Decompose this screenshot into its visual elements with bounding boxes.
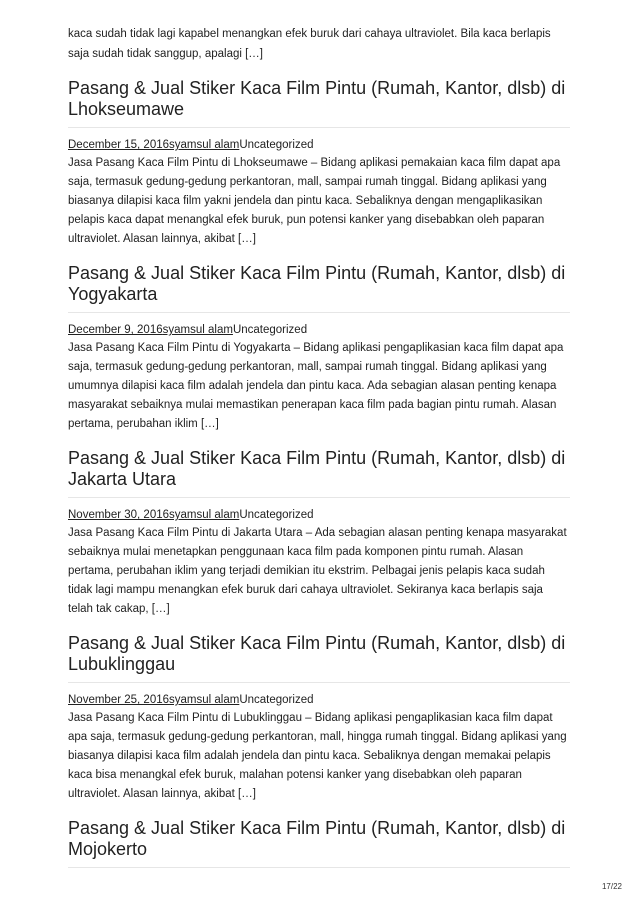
post-item xyxy=(68,263,570,434)
post-title[interactable]: Pasang & Jual Stiker Kaca Film Pintu (Rumah, Kantor, dlsb) di Lubuklinggau xyxy=(68,633,570,683)
post-author-link[interactable]: syamsul alam xyxy=(169,509,240,521)
post-date-link[interactable]: December 15, 2016 xyxy=(68,139,170,151)
post-category: Uncategorized xyxy=(239,509,314,521)
post-author-link[interactable]: syamsul alam xyxy=(169,139,240,151)
post-meta xyxy=(68,322,570,338)
page-number: 17/22 xyxy=(601,882,622,891)
post-date-link[interactable]: November 25, 2016 xyxy=(68,694,170,706)
post-title[interactable]: Pasang & Jual Stiker Kaca Film Pintu (Rumah, Kantor, dlsb) di Yogyakarta xyxy=(68,263,570,313)
post-category: Uncategorized xyxy=(239,694,314,706)
intro-excerpt: kaca sudah tidak lagi kapabel menangkan efek buruk dari cahaya ultraviolet. Bila kaca berlapis saja sudah tidak sanggup, apalagi […] xyxy=(68,28,551,60)
post-author-link[interactable]: syamsul alam xyxy=(169,694,240,706)
post-author-link[interactable]: syamsul alam xyxy=(162,324,233,336)
post-excerpt: Jasa Pasang Kaca Film Pintu di Yogyakarta – Bidang aplikasi pengaplikasian kaca film dapat apa saja, termasuk gedung-gedung perkantoran, mall, sampai rumah tinggal. Bidang aplikasi yang umumnya dilapisi kaca film adalah jendela dan pintu kaca. Ada sebagian alasan penting kenapa masyarakat sebaiknya mulai memastikan penerapan kaca film pada bagian pintu rumah. Alasan pertama, perubahan iklim […] xyxy=(68,342,564,430)
post-meta xyxy=(68,692,570,708)
post-item xyxy=(68,633,570,804)
post-item xyxy=(68,448,570,619)
document-page xyxy=(68,24,570,877)
post-item xyxy=(68,818,570,868)
post-excerpt: Jasa Pasang Kaca Film Pintu di Jakarta Utara – Ada sebagian alasan penting kenapa masyarakat sebaiknya mulai menetapkan penggunaan kaca film pada komponen pintu rumah. Alasan pertama, perubahan iklim yang terjadi demikian itu ekstrim. Pelbagai jenis pelapis kaca sudah tidak lagi mampu menangkan efek buruk dari cahaya ultraviolet. Sekiranya kaca berlapis saja telah tak cakap, […] xyxy=(68,527,567,615)
post-title[interactable]: Pasang & Jual Stiker Kaca Film Pintu (Rumah, Kantor, dlsb) di Mojokerto xyxy=(68,818,570,868)
post-meta xyxy=(68,137,570,153)
post-excerpt: Jasa Pasang Kaca Film Pintu di Lhokseumawe – Bidang aplikasi pemakaian kaca film dapat apa saja, termasuk gedung-gedung perkantoran, mall, sampai rumah tinggal. Bidang aplikasi yang biasanya dilapisi kaca film yakni jendela dan pintu kaca. Sebaliknya dengan mengaplikasikan pelapis kaca dapat menangkal efek buruk, pun potensi kanker yang disebabkan oleh paparan ultraviolet. Alasan lainnya, akibat […] xyxy=(68,157,561,245)
post-category: Uncategorized xyxy=(232,324,308,336)
post-title[interactable]: Pasang & Jual Stiker Kaca Film Pintu (Rumah, Kantor, dlsb) di Jakarta Utara xyxy=(68,448,570,498)
post-date-link[interactable]: November 30, 2016 xyxy=(68,509,170,521)
post-title[interactable]: Pasang & Jual Stiker Kaca Film Pintu (Rumah, Kantor, dlsb) di Lhokseumawe xyxy=(68,78,570,128)
post-date-link[interactable]: December 9, 2016 xyxy=(68,324,163,336)
post-excerpt: Jasa Pasang Kaca Film Pintu di Lubuklinggau – Bidang aplikasi pengaplikasian kaca film dapat apa saja, termasuk gedung-gedung perkantoran, mall, hingga rumah tinggal. Bidang aplikasi yang biasanya dilapisi kaca film adalah jendela dan pintu kaca. Sebaliknya dengan memakai pelapis kaca bisa menangkal efek buruk, malahan potensi kanker yang disebabkan oleh paparan ultraviolet. Alasan lainnya, akibat […] xyxy=(68,712,567,800)
post-meta xyxy=(68,507,570,523)
post-category: Uncategorized xyxy=(239,139,314,151)
post-item xyxy=(68,78,570,249)
